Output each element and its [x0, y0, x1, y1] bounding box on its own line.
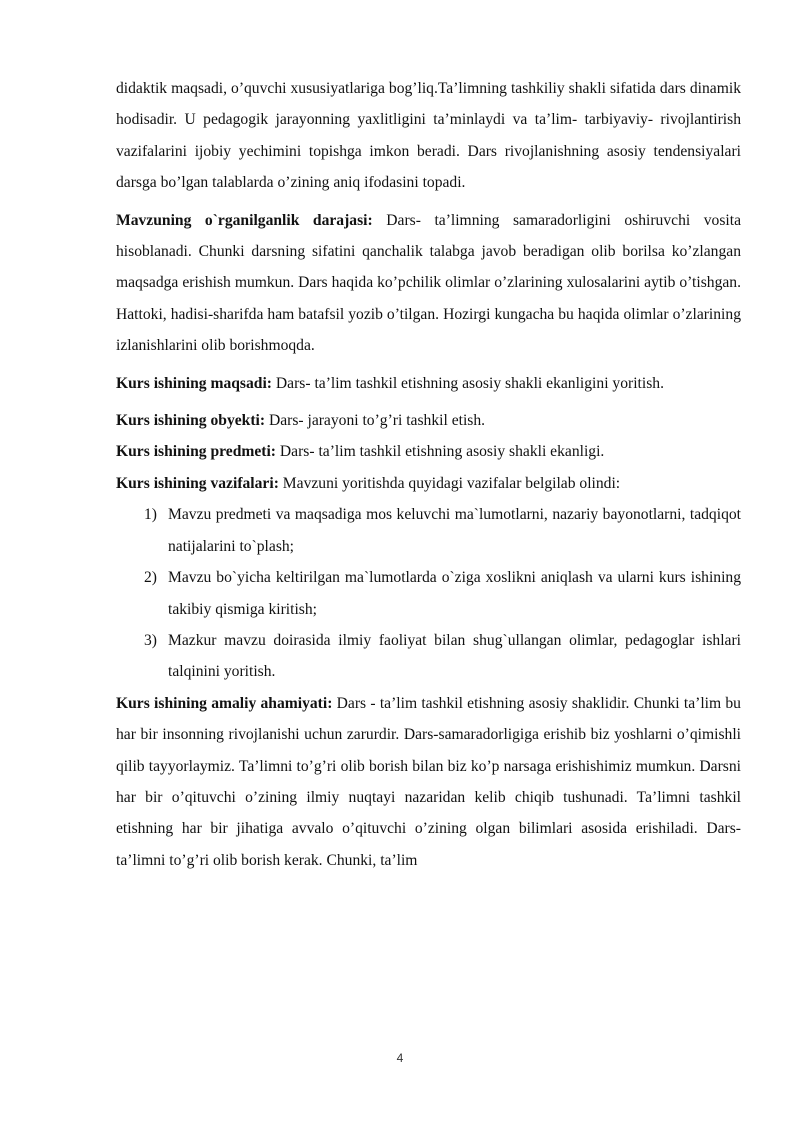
section-studied-degree	[116, 205, 741, 362]
section-subject	[116, 436, 741, 467]
section-text: Dars- jarayoni to’g’ri tashkil etish.	[268, 412, 486, 430]
list-number: 2)	[144, 569, 157, 587]
list-number: 3)	[144, 631, 157, 649]
list-item	[116, 562, 741, 625]
section-text: Dars- ta’lim tashkil etishning asosiy shakli ekanligi.	[279, 443, 605, 461]
section-text: Dars- ta’limning samaradorligini oshiruvchi vosita hisoblanadi. Chunki darsning sifatini qanchalik talabga javob beradigan olib borilsa ko’zlangan maqsadga erishish mumkun. Dars haqida ko’pchilik olimlar o’zlarining xulosalarini aytib o’tishgan. Hattoki, hadisi-sharifda ham batafsil yozib o’tilgan. Hozirgi kungacha bu haqida olimlar o’zlarining izlanishlarini olib borishmoqda.	[116, 211, 742, 355]
document-page	[116, 73, 741, 876]
section-heading: Kurs ishining amaliy ahamiyati:	[116, 694, 333, 712]
section-heading: Kurs ishining obyekti:	[116, 412, 266, 430]
section-text: Mavzuni yoritishda quyidagi vazifalar belgilab olindi:	[282, 474, 621, 492]
list-item-text: Mavzu predmeti va maqsadiga mos keluvchi ma`lumotlarni, nazariy bayonotlarni, tadqiqot natijalarini to`plash;	[168, 506, 741, 555]
section-heading: Mavzuning o`rganilganlik darajasi:	[116, 211, 373, 229]
section-heading: Kurs ishining maqsadi:	[116, 374, 272, 392]
intro-paragraph: didaktik maqsadi, o’quvchi xususiyatlariga bog’liq.Ta’limning tashkiliy shakli sifatida dars dinamik hodisadir. U pedagogik jarayonning yaxlitligini ta’minlaydi va ta’lim- tarbiyaviy- rivojlantirish vazifalarini ijobiy yechimini topishga imkon beradi. Dars rivojlanishning asosiy tendensiyalari darsga bo’lgan talablarda o’zining aniq ifodasini topadi.	[116, 80, 741, 192]
section-tasks	[116, 468, 741, 499]
tasks-list	[116, 499, 741, 687]
section-text: Dars - ta’lim tashkil etishning asosiy shaklidir. Chunki ta’lim bu har bir insonning rivojlanishi uchun zarurdir. Dars-samaradorligiga erishib biz yoshlarni o’qimishli qilib tayyorlaymiz. Ta’limni to’g’ri olib borish bilan biz ko’p narsaga erishishimiz mumkun. Darsni har bir o’qituvchi o’zining ilmiy nuqtayi nazaridan kelib chiqib tushunadi. Ta’limni tashkil etishning har bir jihatiga avvalo o’qituvchi o’zining olgan bilimlari asosida erishiladi. Dars- ta’limni to’g’ri olib borish kerak. Chunki, ta’lim	[116, 694, 741, 869]
list-item	[116, 499, 741, 562]
list-item-text: Mazkur mavzu doirasida ilmiy faoliyat bilan shug`ullangan olimlar, pedagoglar ishlari talqinini yoritish.	[168, 631, 741, 681]
list-item	[116, 625, 741, 688]
section-text: Dars- ta’lim tashkil etishning asosiy shakli ekanligini yoritish.	[275, 374, 664, 392]
list-number: 1)	[144, 506, 157, 524]
list-item-text: Mavzu bo`yicha keltirilgan ma`lumotlarda o`ziga xoslikni aniqlash va ularni kurs ishining takibiy qismiga kiritish;	[168, 569, 741, 618]
section-object	[116, 405, 741, 436]
section-practical	[116, 688, 741, 876]
section-heading: Kurs ishining predmeti:	[116, 443, 277, 461]
section-heading: Kurs ishining vazifalari:	[116, 474, 279, 492]
section-goal	[116, 368, 741, 399]
page-number: 4	[396, 1051, 404, 1065]
